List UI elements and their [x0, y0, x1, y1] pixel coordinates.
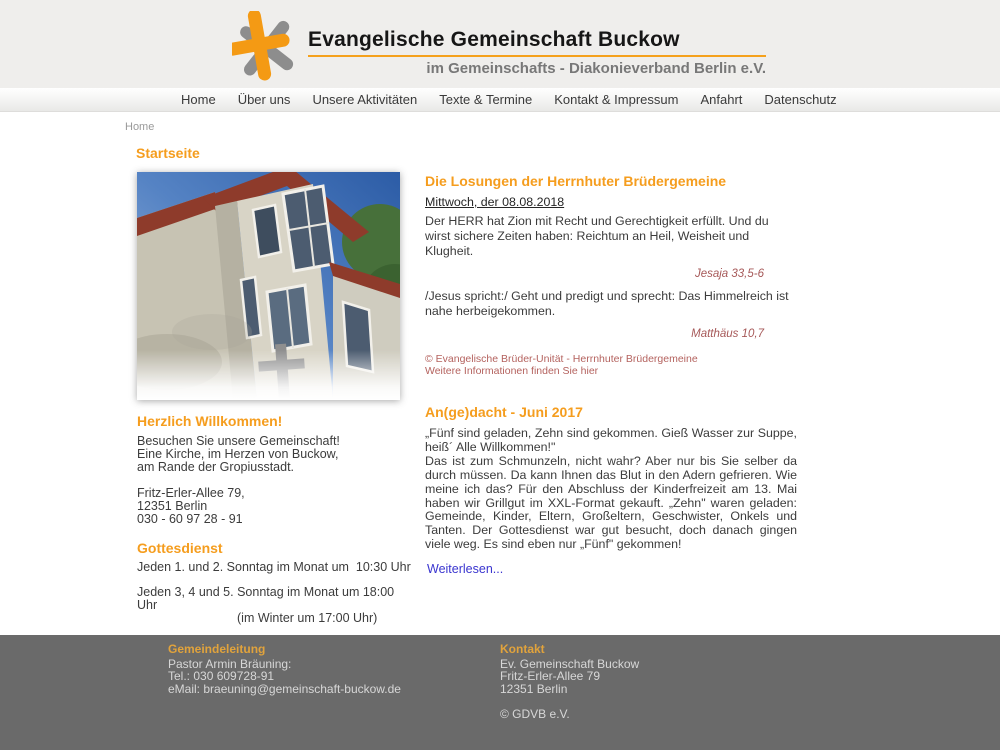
address-city: 12351 Berlin	[137, 498, 208, 513]
scripture-ref-2: Matthäus 10,7	[691, 328, 764, 340]
footer-heading-kontakt: Kontakt	[500, 642, 545, 656]
losungen-date-link[interactable]: Mittwoch, der 08.08.2018	[425, 195, 565, 209]
losungen-heading: Die Losungen der Herrnhuter Brüdergemeine	[425, 173, 727, 189]
losungen-verse-1: Der HERR hat Zion mit Recht und Gerechtigkeit erfüllt. Und du wirst sichere Zeiten haben: Reichtum an Heil, Weisheit und Klugheit.	[425, 214, 769, 258]
nav-item-texte-termine[interactable]: Texte & Termine	[439, 92, 533, 107]
andacht-paragraph-1: „Fünf sind geladen, Zehn sind gekommen. Gieß Wasser zur Suppe, heiß´ Alle Willkommen!"	[425, 426, 797, 454]
nav-item-datenschutz[interactable]: Datenschutz	[764, 92, 837, 107]
losungen-copyright: © Evangelische Brüder-Unität - Herrnhuter Brüdergemeine	[425, 353, 698, 365]
service-time-2: Jeden 3, 4 und 5. Sonntag im Monat um 18:00 Uhr	[137, 585, 398, 613]
logo-cross-icon	[232, 11, 294, 83]
footer-phone: Tel.: 030 609728-91	[168, 669, 275, 683]
footer-org-street: Fritz-Erler-Allee 79	[500, 669, 601, 683]
footer-org-city: 12351 Berlin	[500, 681, 568, 696]
footer-kontakt	[500, 643, 639, 721]
footer-org-name: Ev. Gemeinschaft Buckow	[500, 656, 640, 671]
scripture-ref-1: Jesaja 33,5-6	[694, 268, 764, 280]
address-phone: 030 - 60 97 28 - 91	[137, 511, 243, 526]
left-column	[137, 414, 417, 625]
welcome-line: Eine Kirche, im Herzen von Buckow,	[137, 446, 339, 461]
footer-pastor: Pastor Armin Bräuning:	[168, 656, 292, 671]
nav-item-anfahrt[interactable]: Anfahrt	[700, 92, 743, 107]
site-title: Evangelische Gemeinschaft Buckow	[308, 28, 680, 51]
service-time-winter: (im Winter um 17:00 Uhr)	[237, 611, 378, 626]
service-section	[137, 541, 417, 626]
footer-email: eMail: braeuning@gemeinschaft-buckow.de	[168, 681, 401, 696]
nav-item-kontakt-impressum[interactable]: Kontakt & Impressum	[554, 92, 679, 107]
welcome-line: Besuchen Sie unsere Gemeinschaft!	[137, 433, 340, 448]
losungen-verse-2: /Jesus spricht:/ Geht und predigt und sprecht: Das Himmelreich ist nahe herbeigekommen.	[425, 289, 789, 318]
andacht-heading: An(ge)dacht - Juni 2017	[425, 404, 583, 420]
right-column	[425, 173, 797, 577]
nav-item-home[interactable]: Home	[181, 92, 216, 107]
service-time-1: Jeden 1. und 2. Sonntag im Monat um 10:30 Uhr	[137, 560, 411, 575]
service-heading: Gottesdienst	[137, 539, 223, 556]
address-street: Fritz-Erler-Allee 79,	[137, 485, 245, 500]
breadcrumb[interactable]: Home	[125, 121, 155, 133]
site-header	[0, 0, 1000, 88]
andacht-section	[425, 404, 797, 576]
footer-heading-gemeindeleitung: Gemeindeleitung	[168, 642, 266, 656]
address-block	[137, 487, 417, 526]
title-underline	[308, 55, 766, 57]
welcome-line: am Rande der Gropiusstadt.	[137, 459, 295, 474]
footer-gemeindeleitung	[168, 643, 401, 695]
church-photo	[137, 172, 400, 400]
losungen-copyright-block	[425, 353, 797, 377]
main-content	[0, 112, 1000, 635]
page-title: Startseite	[136, 145, 200, 161]
title-block	[308, 28, 766, 77]
main-nav	[0, 88, 1000, 112]
andacht-paragraph-2: Das ist zum Schmunzeln, nicht wahr? Aber nur bis Sie selber da durch müssen. Da kann Ihnen das Blut in den Adern gefrieren. Wie meine ich das? Für den Abschluss der Kinderfreizeit am 13. Mai haben wir Grillgut im XXL-Format gekauft. „Zehn" waren geladen: Gemeinde, Kinder, Eltern, Großeltern, Geschwister, Onkels und Tanten. Der Gottesdienst war gut besucht, doch danach gingen viele weg. Es sind eben nur „Fünf" gekommen!	[425, 453, 797, 552]
footer-copyright: © GDVB e.V.	[500, 707, 570, 721]
nav-item-ueber-uns[interactable]: Über uns	[237, 92, 291, 107]
welcome-heading: Herzlich Willkommen!	[137, 413, 283, 429]
read-more-link[interactable]: Weiterlesen...	[427, 562, 504, 577]
site-subtitle: im Gemeinschafts - Diakonieverband Berlin e.V.	[426, 60, 766, 77]
nav-item-unsere-aktivitaeten[interactable]: Unsere Aktivitäten	[312, 92, 418, 107]
site-footer	[0, 635, 1000, 750]
losungen-more-info-link[interactable]: Weitere Informationen finden Sie hier	[425, 365, 599, 377]
